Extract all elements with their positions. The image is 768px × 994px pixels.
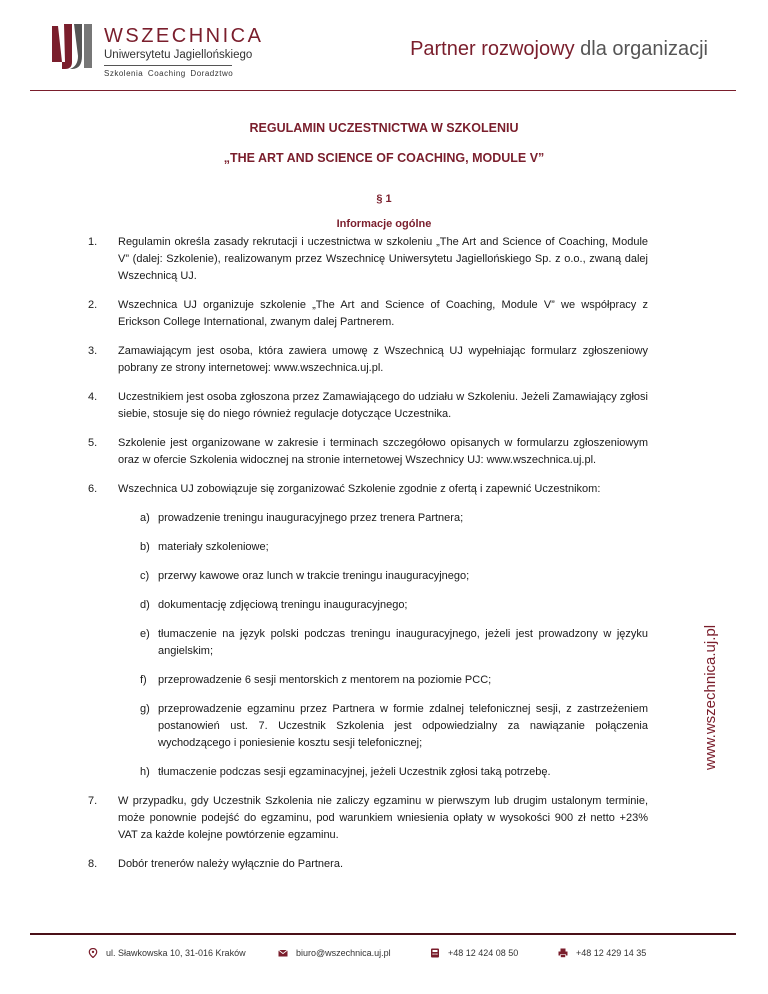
sub-item-text: tłumaczenie na język polski podczas treningu inauguracyjnego, jeżeli jest prowadzony w języku angielskim;: [158, 628, 648, 657]
item-text: Regulamin określa zasady rekrutacji i uczestnictwa w szkoleniu „The Art and Science of Coaching, Module V” (dalej: Szkolenie), realizowanym przez Wszechnicę Uniwersytetu Jagiellońskiego Sp. z o.o., zwaną dalej Wszechnicą UJ.: [118, 236, 648, 282]
item-text: Dobór trenerów należy wyłącznie do Partnera.: [118, 858, 344, 870]
wszechnica-logo-icon: [50, 22, 98, 72]
item-number: 5.: [88, 437, 98, 449]
sub-item-letter: h): [140, 766, 150, 778]
sub-list-item: [88, 701, 648, 752]
tagline-secondary: dla organizacji: [574, 38, 708, 60]
list-item: [88, 389, 648, 423]
sub-item-text: tłumaczenie podczas sesji egzaminacyjnej, jeżeli Uczestnik zgłosi taką potrzebę.: [158, 766, 551, 778]
sub-item-text: prowadzenie treningu inauguracyjnego przez trenera Partnera;: [158, 512, 464, 524]
title-line-1: REGULAMIN UCZESTNICTWA W SZKOLENIU: [249, 121, 519, 135]
logo-tagline: Szkolenia Coaching Doradztwo: [104, 69, 234, 78]
section-heading: Informacje ogólne: [336, 218, 432, 230]
item-number: 8.: [88, 858, 98, 870]
phone-text: +48 12 424 08 50: [448, 948, 519, 958]
item-number: 3.: [88, 345, 98, 357]
list-item: [88, 481, 648, 781]
footer-fax: [558, 948, 646, 958]
phone-icon: [430, 948, 440, 958]
sub-list-item: [88, 597, 648, 614]
address-text: ul. Sławkowska 10, 31-016 Kraków: [106, 948, 246, 958]
location-pin-icon: [88, 948, 98, 958]
sub-list-item: [88, 510, 648, 527]
sub-item-text: przeprowadzenie 6 sesji mentorskich z mentorem na poziomie PCC;: [158, 674, 492, 686]
item-number: 7.: [88, 795, 98, 807]
header-tagline: [410, 38, 708, 61]
footer-divider: [30, 933, 736, 935]
item-text: Wszechnica UJ zobowiązuje się zorganizować Szkolenie zgodnie z ofertą i zapewnić Uczestnikom:: [118, 483, 601, 495]
footer-email[interactable]: [278, 948, 391, 958]
page-header: [0, 0, 768, 92]
list-item: [88, 234, 648, 285]
sub-list-item: [88, 672, 648, 689]
document-title: [0, 120, 768, 166]
envelope-icon: [278, 948, 288, 958]
sub-item-letter: d): [140, 599, 150, 611]
sub-item-text: dokumentację zdjęciową treningu inauguracyjnego;: [158, 599, 408, 611]
sub-list-item: [88, 539, 648, 556]
sub-list-item: [88, 626, 648, 660]
logo-title: WSZECHNICA: [104, 25, 264, 47]
item-number: 6.: [88, 483, 98, 495]
list-item: [88, 856, 648, 873]
side-website-link[interactable]: www.wszechnica.uj.pl: [702, 624, 719, 770]
list-item: [88, 435, 648, 469]
header-divider: [30, 90, 736, 91]
item-text: Uczestnikiem jest osoba zgłoszona przez Zamawiającego do udziału w Szkoleniu. Jeżeli Zamawiający zgłosi siebie, stosuje się do niego również regulacje dotyczące Uczestnika.: [118, 391, 648, 420]
item-text: Wszechnica UJ organizuje szkolenie „The Art and Science of Coaching, Module V” we współpracy z Erickson College International, zwanym dalej Partnerem.: [118, 299, 648, 328]
footer-phone[interactable]: [430, 948, 518, 958]
sub-item-letter: g): [140, 703, 150, 715]
section-header: [0, 192, 768, 231]
logo-text: [104, 26, 263, 78]
sub-list: [88, 510, 648, 781]
sub-item-letter: b): [140, 541, 150, 553]
list-item: [88, 297, 648, 331]
list-item: [88, 343, 648, 377]
item-text: Szkolenie jest organizowane w zakresie i terminach szczegółowo opisanych w formularzu zgłoszeniowym oraz w ofercie Szkolenia widocznej na stronie internetowej Wszechnicy UJ: www.wszechnica.uj.pl.: [118, 437, 648, 466]
item-text: Zamawiającym jest osoba, która zawiera umowę z Wszechnicą UJ wypełniając formularz zgłoszeniowy pobrany ze strony internetowej: www.wszechnica.uj.pl.: [118, 345, 648, 374]
footer-address: [88, 948, 246, 958]
fax-icon: [558, 948, 568, 958]
item-number: 4.: [88, 391, 98, 403]
sub-item-letter: f): [140, 674, 147, 686]
item-number: 1.: [88, 236, 98, 248]
sub-item-letter: c): [140, 570, 150, 582]
tagline-primary: Partner rozwojowy: [410, 38, 575, 60]
sub-item-text: przeprowadzenie egzaminu przez Partnera w formie zdalnej telefonicznej sesji, z zastrzeżeniem postanowień ust. 7. Uczestnik Szkolenia jest odpowiedzialny za nawiązanie połączenia wychodzącego i poniesienie kosztu sesji telefonicznej;: [158, 703, 648, 749]
list-item: [88, 793, 648, 844]
sub-list-item: [88, 568, 648, 585]
regulations-list: [88, 234, 648, 885]
section-number: § 1: [376, 193, 392, 205]
title-line-2: „THE ART AND SCIENCE OF COACHING, MODULE V”: [223, 151, 545, 165]
fax-text: +48 12 429 14 35: [576, 948, 647, 958]
item-text: W przypadku, gdy Uczestnik Szkolenia nie zaliczy egzaminu w pierwszym lub drugim ustalonym terminie, może ponownie podejść do egzaminu, pod warunkiem wniesienia opłaty w wysokości 900 zł netto +23% VAT za każde kolejne powtórzenie egzaminu.: [118, 795, 648, 841]
sub-list-item: [88, 764, 648, 781]
sub-item-letter: e): [140, 628, 150, 640]
sub-item-text: przerwy kawowe oraz lunch w trakcie treningu inauguracyjnego;: [158, 570, 470, 582]
logo-subtitle: Uniwersytetu Jagiellońskiego: [104, 49, 253, 61]
item-number: 2.: [88, 299, 98, 311]
sub-item-letter: a): [140, 512, 150, 524]
logo-divider: [104, 65, 232, 66]
sub-item-text: materiały szkoleniowe;: [158, 541, 269, 553]
email-text: biuro@wszechnica.uj.pl: [296, 948, 391, 958]
